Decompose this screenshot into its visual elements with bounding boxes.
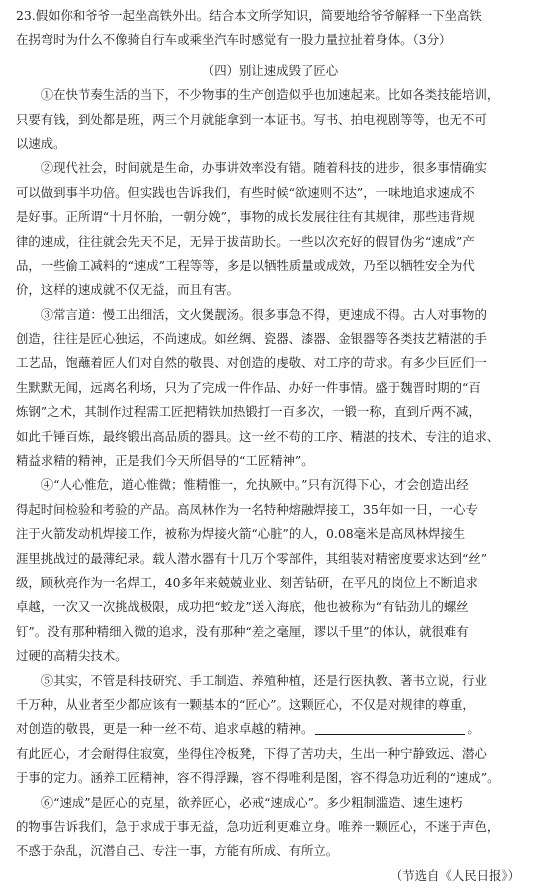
question-23-line-2: 在拐弯时为什么不像骑自行车或乘坐汽车时感觉有一股力量拉扯着身体。（3分） — [16, 32, 452, 48]
article-line: 是好事。正所谓“十月怀胎，一朝分娩”，事物的成长发展往往有其规律，那些违背规 — [16, 209, 475, 225]
article-line: 可以做到事半功倍。但实践也告诉我们，有些时候“欲速则不达”，一味地追求速成不 — [16, 184, 475, 200]
article-source: （节选自《人民日报》） — [389, 867, 520, 883]
article-line: 的物事告诉我们，急于求成于事无益，急功近利更难立身。唯养一颗匠心，不迷于声色， — [16, 818, 500, 834]
article-body-part-1 — [16, 83, 524, 717]
answer-blank[interactable] — [315, 720, 465, 735]
article-line: 精益求精的精神，正是我们今天所倡导的“工匠精神”。 — [16, 453, 314, 469]
article-line: 律的速成，往往就会先天不足，无异于拔苗助长。一些以次充好的假冒伪劣“速成”产 — [16, 233, 475, 249]
fill-in-blank-line — [16, 717, 524, 741]
article-line: 炼钢”之术，其制作过程需工匠把精铁加热锻打一百多次，一锻一称，直到斤两不减， — [16, 404, 481, 420]
article-line: 以速成。 — [16, 135, 66, 151]
question-23-line-1: 23.假如你和爷爷一起坐高铁外出。结合本文所学知识，简要地给爷爷解释一下坐高铁 — [16, 8, 482, 23]
article-line: 千万种，从业者至少都应该有一颗基本的“匠心”。这颗匠心，不仅是对规律的尊重， — [16, 696, 475, 712]
article-line: 有此匠心，才会耐得住寂寞，坐得住冷板凳，下得了苦功夫，生出一种宁静致远、潜心 — [16, 745, 487, 761]
article-line: 于事的定力。涵养工匠精神，容不得浮躁，容不得唯利是图，容不得急功近利的“速成”。 — [16, 770, 500, 786]
article-line: ①在快节奏生活的当下，不少物事的生产创造似乎也加速起来。比如各类技能培训， — [16, 87, 500, 103]
article-line: 只要有钱，到处都是班，两三个月就能拿到一本证书。写书、拍电视剧等等，也无不可 — [16, 111, 487, 127]
article-line: 如此千锤百炼，最终锻出高品质的器具。这一丝不苟的工序、精湛的技术、专注的追求、 — [16, 428, 500, 444]
article-line: 品，一些偷工减料的“速成”工程等等，多是以牺牲质量或成效，乃至以牺牲安全为代 — [16, 257, 475, 273]
article-line: ③常言道：慢工出细活，文火煲靓汤。很多事急不得，更速成不得。古人对事物的 — [16, 306, 487, 322]
article-body-part-2 — [16, 742, 524, 864]
article-line: 涯里挑战过的最薄纪录。载人潜水器有十几万个零部件，其组装对精密度要求达到“丝” — [16, 550, 488, 566]
blank-line-suffix: 。 — [467, 721, 480, 737]
article-line: 工艺品，饱蘸着匠人们对自然的敬畏、对创造的虔敬、对工序的苛求。有多少巨匠们一 — [16, 355, 487, 371]
article-line: ④“人心惟危，道心惟微；惟精惟一，允执厥中。”只有沉得下心，才会创造出经 — [16, 477, 469, 493]
article-line: ②现代社会，时间就是生命，办事讲效率没有错。随着科技的进步，很多事情确实 — [16, 160, 487, 176]
article-line: 得起时间检验和考验的产品。高凤林作为一名特种熔融焊接工，35年如一日，一心专 — [16, 501, 478, 517]
article-line: 价，这样的速成就不仅无益，而且有害。 — [16, 282, 240, 298]
article-line: 注于火箭发动机焊接工作，被称为焊接火箭“心脏”的人，0.08毫米是高凤林焊接生 — [16, 526, 466, 542]
article-line: 过硬的高精尖技术。 — [16, 648, 128, 664]
article-line: 卓越，一次又一次挑战极限，成功把“蛟龙”送入海底，他也被称为“有钻劲儿的螺丝 — [16, 599, 469, 615]
article-line: 不惑于杂乱，沉潜自己、专注一事，方能有所成、有所立。 — [16, 843, 339, 859]
article-line: ⑤其实，不管是科技研究、手工制造、养殖种植，还是行医执教、著书立说，行业 — [16, 672, 487, 688]
article-line: 钉”。没有那种精细入微的追求，没有那种“差之毫厘，谬以千里”的体认，就很难有 — [16, 623, 469, 639]
article-line: 创造，往往是匠心独运，不尚速成。如丝绸、瓷器、漆器、金银器等各类技艺精湛的手 — [16, 331, 487, 347]
article-title: （四）别让速成毁了匠心 — [201, 62, 339, 78]
article-line: 级，顾秋亮作为一名焊工，40多年来兢兢业业、刻苦钻研，在平凡的岗位上不断追求 — [16, 574, 478, 590]
article-line: 生默默无闻，远离名利场，只为了完成一件作品、办好一件事情。盛于魏晋时期的“百 — [16, 379, 481, 395]
article-line: ⑥“速成”是匠心的克星，欲养匠心，必戒“速成心”。多少粗制滥造、速生速朽 — [16, 794, 463, 810]
blank-line-prefix: 对创造的敬畏，更是一种一丝不苟、追求卓越的精神。 — [16, 721, 314, 737]
